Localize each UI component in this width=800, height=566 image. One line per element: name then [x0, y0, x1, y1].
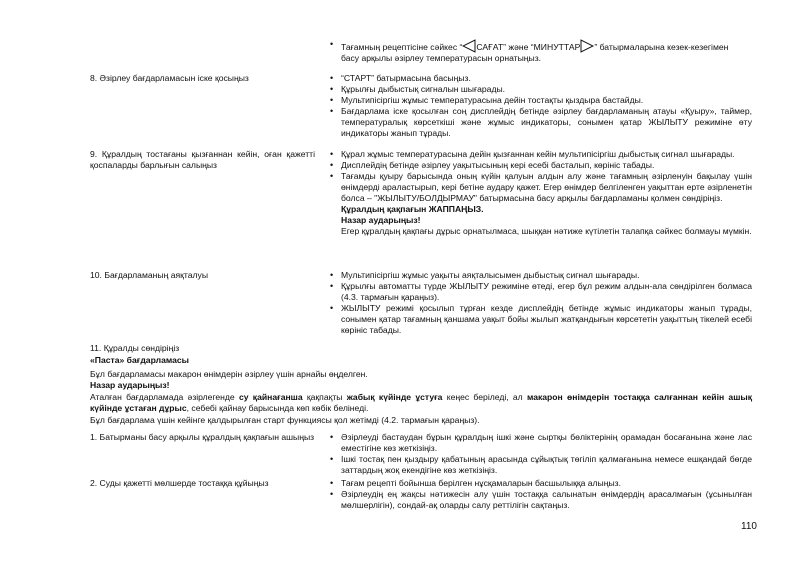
list-item: • ЖЫЛЫТУ режимі қосылып тұрған кезде дисплейдің бетінде жұмыс индикаторы жанып тұрады, сонымен қатар тағамның қаншама уақыт бойы жылып жатқандығын көрсететін уақыттың тікелей есебі көрініс табады. [328, 303, 752, 336]
pasta-attention: Назар аударыңыз! [90, 380, 170, 390]
pasta-step-1-label: 1. Батырманы басу арқылы құралдың қақпағын ашыңыз [90, 432, 315, 442]
note-text: Егер құралдың қақпағы дұрыс орнатылмаса, шыққан нәтиже күтілетін талапқа сәйкес болмауы мүмкін. [341, 226, 752, 236]
list-item: • Ішкі тостақ пен қыздыру қабатының арасында сұйықтық төгіліп қалмағанына немесе ешқандай бөгде заттардың жоқ екендігіне көз жеткізіңіз. [328, 454, 752, 476]
pasta-paragraph: Аталған бағдарламада әзірлегенде су қайнағанша қақпақты жабық күйінде ұстуға кеңес беріледі, ал макарон өнімдерін тостаққа салғаннан кейін ашық күйінде ұстаған дұрыс, себебі қайнау барысында көп көбік белінеді. [90, 392, 752, 413]
list-item: • Мультипісіргіш жұмыс температурасына дейін тостақты қыздыра бастайды. [328, 95, 752, 106]
page-number: 110 [741, 521, 757, 532]
top-bullets [328, 39, 752, 64]
list-item: • “СТАРТ” батырмасына басыңыз. [328, 73, 752, 84]
list-item: • Құрал жұмыс температурасына дейін қызғаннан кейін мультипісіргіш дыбыстық сигнал шығарады. [328, 149, 752, 160]
pasta-heading: «Паста» бағдарламасы [90, 355, 189, 365]
step-9-bullets [328, 149, 752, 237]
step-8-bullets [328, 73, 752, 139]
list-item: • Бағдарлама іске қосылған соң дисплейдің бетінде әзірлеу бағдарламаның атауы «Қуыру», таймер, температуралық көрсеткіші және жұмыс индикаторы, сонымен қатар ЖЫЛЫТУ режиміне өту индикаторы жанып тұрады. [328, 106, 752, 139]
step-8-label: 8. Әзірлеу бағдарламасын іске қосыңыз [90, 73, 249, 83]
list-item: • Әзірлеуді бастаудан бұрын құралдың ішкі және сыртқы бөліктерінің орамадан босағанына және лас еместігіне көз жеткізіңіз. [328, 432, 752, 454]
list-item: • Құрылғы автоматты түрде ЖЫЛЫТУ режиміне өтеді, егер бұл режим алдын-ала сөндірілген болмаса (4.3. тармағын қараңыз). [328, 281, 752, 303]
list-item: • Құрылғы дыбыстық сигналын шығарады. [328, 84, 752, 95]
list-item: • Дисплейдің бетінде әзірлеу уақытысының кері есебі басталып, көрініс табады. [328, 160, 752, 171]
pasta-intro: Бұл бағдарламасы макарон өнімдерін әзірлеу үшін арнайы өңделген. [90, 369, 368, 379]
pasta-step-2-bullets [328, 478, 752, 511]
list-item: • Тағамды қуыру барысында оның күйін қалуын алдын алу және тағамның әзірленуін бақылау үшін өнімдерді араластырып, кері бетіне аудару қажет. Егер өнімдер белгіленген уақыттан ерте әзірленетін болса – "ЖЫЛЫТУ/БОЛДЫРМАУ" батырмасына басу арқылы бағдарламаны қолмен сөндіріңіз. [328, 171, 752, 204]
triangle-left-icon [462, 39, 476, 53]
pasta-step-2-label: 2. Суды қажетті мөлшерде тостаққа құйыңыз [90, 478, 269, 488]
step-11-label: 11. Құралды сөндіріңіз [90, 343, 180, 353]
pasta-step-1-bullets [328, 432, 752, 476]
list-item: • Әзірлеудің ең жақсы нәтижесін алу үшін тостаққа салынатын өнімдердің арасалмағын (ұсынылған мөлшерлігін), сондай-ақ оларды салу реттілігін сақтаңыз. [328, 489, 752, 511]
attention-label: Назар аударыңыз! [341, 215, 421, 225]
list-item: • Тағамның рецептісіне сәйкес “ САҒАТ” және “МИНУТТАР ” батырмаларына кезек-кезегімен басу арқылы әзірлеу температурасын орнатыңыз. [328, 39, 752, 64]
list-item: • Тағам рецепті бойынша берілген нұсқамаларын басшылыққа алыңыз. [328, 478, 752, 489]
triangle-right-icon [580, 39, 594, 53]
warning-close-lid: Құралдың қақпағын ЖАППАҢЫЗ. [341, 204, 484, 214]
step-10-label: 10. Бағдарламаның аяқталуы [90, 270, 209, 280]
step-9-label: 9. Құралдың тостағаны қызғаннан кейін, оған қажетті қоспаларды барлығын салыңыз [90, 149, 315, 170]
list-item: • Мультипісіргіш жұмыс уақыты аяқталысымен дыбыстық сигнал шығарады. [328, 270, 752, 281]
pasta-delayed-start: Бұл бағдарлама үшін кейінге қалдырылған старт функциясы қол жетімді (4.2. тармағын қараңыз). [90, 415, 480, 425]
step-10-bullets [328, 270, 752, 336]
